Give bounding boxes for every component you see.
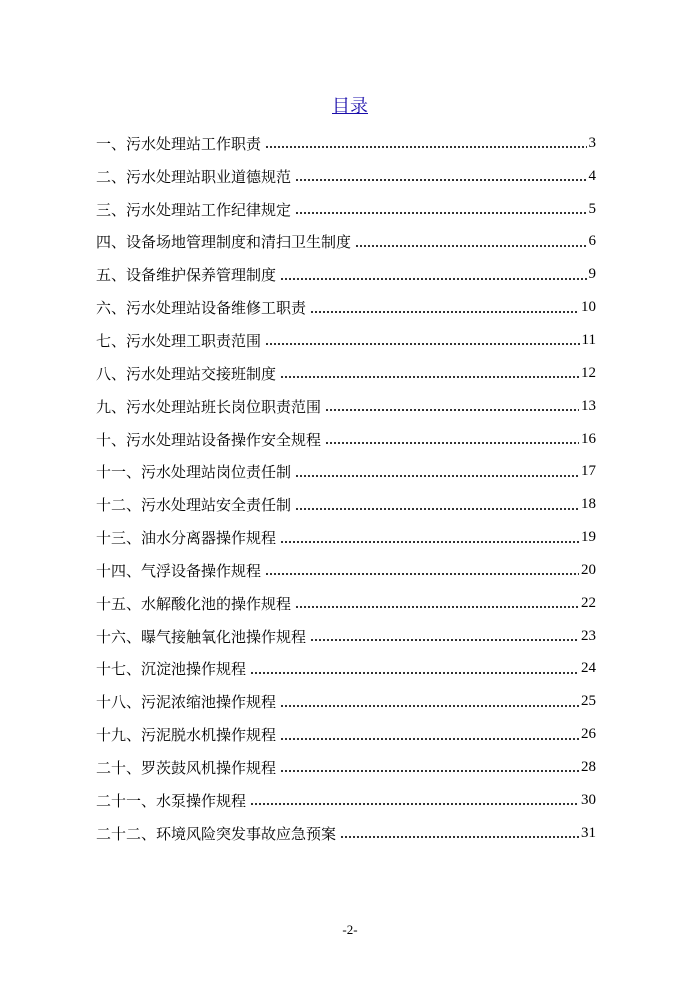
toc-entry[interactable] [96,751,596,784]
page-number: -2- [342,922,358,937]
toc-entry-label: 二十、罗茨鼓风机操作规程 [96,758,277,777]
dot-leader [280,541,579,543]
toc-entry-label: 十九、污泥脱水机操作规程 [96,726,277,745]
toc-entry-page: 11 [581,331,596,348]
toc-entry-label: 二十一、水泵操作规程 [96,791,247,810]
dot-leader [280,278,586,280]
toc-entry-page: 16 [581,430,596,447]
dot-leader [265,343,580,345]
toc-entry[interactable] [96,258,596,291]
dot-leader [265,146,586,148]
toc-entry-label: 十八、污泥浓缩池操作规程 [96,693,277,712]
dot-leader [250,803,579,805]
toc-entry[interactable] [96,784,596,817]
toc-entry-page: 5 [588,200,596,217]
toc-entry-page: 26 [581,726,596,743]
toc-entry[interactable] [96,653,596,686]
dot-leader [310,311,579,313]
toc-entry[interactable] [96,554,596,587]
toc-entry-page: 30 [581,791,596,808]
toc-entry-page: 10 [581,299,596,316]
dot-leader [325,409,579,411]
dot-leader [325,442,579,444]
dot-leader [295,212,586,214]
dot-leader [295,606,579,608]
toc-entry-label: 十六、曝气接触氧化池操作规程 [96,627,307,646]
toc-entry-page: 6 [588,233,596,250]
toc-entry-page: 19 [581,529,596,546]
toc-entry-label: 二、污水处理站职业道德规范 [96,167,292,186]
toc-entry-page: 13 [581,397,596,414]
dot-leader [295,475,579,477]
toc-entry-label: 三、污水处理站工作纪律规定 [96,200,292,219]
dot-leader [280,738,579,740]
dot-leader [295,179,586,181]
dot-leader [340,836,579,838]
toc-title-link[interactable]: 目录 [332,96,368,117]
toc-entry[interactable] [96,390,596,423]
toc-entry-page: 22 [581,594,596,611]
toc-entry-label: 一、污水处理站工作职责 [96,134,262,153]
toc-entry-label: 二十二、环境风险突发事故应急预案 [96,824,337,843]
dot-leader [355,245,586,247]
toc-entry-label: 十二、污水处理站安全责任制 [96,496,292,515]
toc-entry-label: 四、设备场地管理制度和清扫卫生制度 [96,233,352,252]
toc-entry[interactable] [96,620,596,653]
toc-entry[interactable] [96,488,596,521]
toc-entry-page: 20 [581,561,596,578]
toc-entry-page: 12 [581,364,596,381]
toc-entry[interactable] [96,455,596,488]
toc-entry-label: 十五、水解酸化池的操作规程 [96,594,292,613]
toc-entry[interactable] [96,685,596,718]
toc-entry-page: 24 [581,660,596,677]
toc-entry-label: 七、污水处理工职责范围 [96,331,262,350]
toc-entry-label: 十七、沉淀池操作规程 [96,660,247,679]
toc-entry[interactable] [96,291,596,324]
dot-leader [310,639,579,641]
toc-entry-label: 十三、油水分离器操作规程 [96,529,277,548]
toc-entry[interactable] [96,193,596,226]
toc-entry[interactable] [96,521,596,554]
toc-entry[interactable] [96,324,596,357]
toc-entry-label: 八、污水处理站交接班制度 [96,364,277,383]
toc-entry-page: 28 [581,758,596,775]
dot-leader [250,672,579,674]
toc-entry-label: 十四、气浮设备操作规程 [96,561,262,580]
toc-entry-page: 9 [588,266,596,283]
dot-leader [265,573,579,575]
toc-entry-label: 六、污水处理站设备维修工职责 [96,299,307,318]
dot-leader [295,508,579,510]
dot-leader [280,376,579,378]
toc-entry[interactable] [96,357,596,390]
toc-entry-label: 十、污水处理站设备操作安全规程 [96,430,322,449]
toc-entry[interactable] [96,587,596,620]
toc-list [96,127,596,850]
toc-entry-page: 17 [581,463,596,480]
toc-entry[interactable] [96,226,596,259]
toc-entry-page: 31 [581,824,596,841]
toc-entry-page: 23 [581,627,596,644]
toc-entry[interactable] [96,817,596,850]
dot-leader [280,705,579,707]
toc-entry-page: 3 [588,134,596,151]
toc-title [0,96,700,118]
toc-entry-label: 五、设备维护保养管理制度 [96,266,277,285]
toc-entry-label: 九、污水处理站班长岗位职责范围 [96,397,322,416]
dot-leader [280,770,579,772]
toc-entry[interactable] [96,423,596,456]
toc-entry[interactable] [96,127,596,160]
toc-entry-page: 4 [588,167,596,184]
toc-entry[interactable] [96,160,596,193]
toc-entry[interactable] [96,718,596,751]
toc-entry-page: 18 [581,496,596,513]
toc-entry-page: 25 [581,693,596,710]
toc-entry-label: 十一、污水处理站岗位责任制 [96,463,292,482]
